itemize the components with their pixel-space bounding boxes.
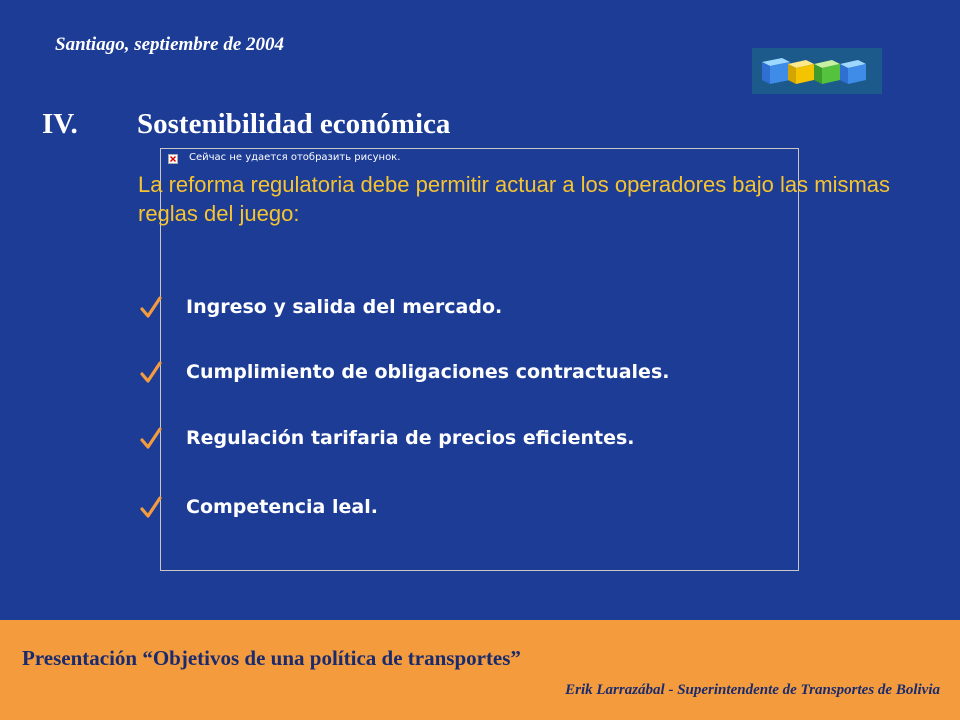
presentation-title: Presentación “Objetivos de una política de transportes”	[22, 646, 521, 670]
checkmark-icon	[140, 496, 162, 520]
list-item-label: Cumplimiento de obligaciones contractuales.	[186, 361, 670, 383]
presentation-date: Santiago, septiembre de 2004	[55, 34, 285, 55]
broken-image-icon	[168, 154, 178, 164]
presenter-credit: Erik Larrazábal - Superintendente de Transportes de Bolivia	[565, 682, 940, 698]
checkmark-icon	[140, 427, 162, 451]
cubes-logo-icon	[752, 48, 882, 94]
section-title: Sostenibilidad económica	[137, 108, 451, 140]
checkmark-icon	[140, 361, 162, 385]
list-item-label: Regulación tarifaria de precios eficientes.	[186, 427, 635, 449]
section-number: IV.	[42, 108, 78, 140]
list-item-label: Ingreso y salida del mercado.	[186, 296, 503, 318]
list-item-label: Competencia leal.	[186, 496, 378, 518]
intro-paragraph: La reforma regulatoria debe permitir actuar a los operadores bajo las mismas reglas del juego:	[138, 172, 891, 226]
image-placeholder-message: Сейчас не удается отобразить рисунок.	[189, 152, 401, 163]
checkmark-icon	[140, 296, 162, 320]
footer-bar	[0, 620, 960, 720]
